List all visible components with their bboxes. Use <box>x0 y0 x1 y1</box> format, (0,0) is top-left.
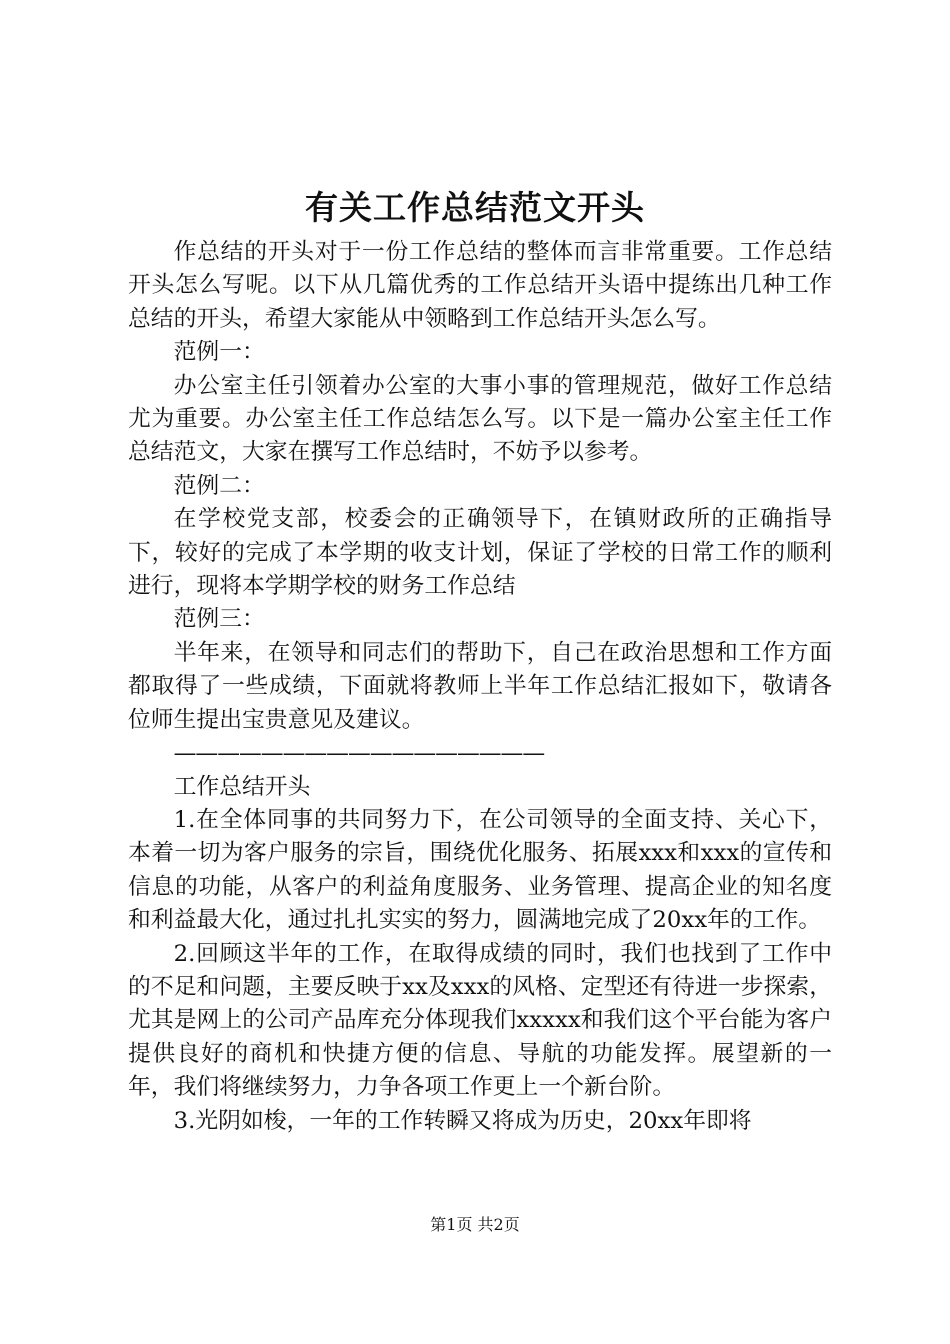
example-one-label: 范例一： <box>173 339 265 366</box>
document-title: 有关工作总结范文开头 <box>305 188 645 227</box>
list-item-3: 3.光阴如梭，一年的工作转瞬又将成为历史，20xx年即将 <box>173 1107 752 1134</box>
example-three-label: 范例三： <box>173 606 265 633</box>
document-body <box>128 236 832 1138</box>
example-three-paragraph: 半年来，在领导和同志们的帮助下，自己在政治思想和工作方面都取得了一些成绩，下面就将教师上半年工作总结汇报如下，敬请各位师生提出宝贵意见及建议。 <box>128 639 832 733</box>
example-two-label: 范例二： <box>173 472 265 499</box>
list-item-1: 1.在全体同事的共同努力下，在公司领导的全面支持、关心下，本着一切为客户服务的宗旨，围绕优化服务、拓展xxx和xxx的宣传和信息的功能，从客户的利益角度服务、业务管理、提高企业的知名度和利益最大化，通过扎扎实实的努力，圆满地完成了20xx年的工作。 <box>128 806 832 934</box>
intro-paragraph: 作总结的开头对于一份工作总结的整体而言非常重要。工作总结开头怎么写呢。以下从几篇优秀的工作总结开头语中提练出几种工作总结的开头，希望大家能从中领略到工作总结开头怎么写。 <box>128 239 832 332</box>
example-two-paragraph: 在学校党支部，校委会的正确领导下，在镇财政所的正确指导下，较好的完成了本学期的收支计划，保证了学校的日常工作的顺利进行，现将本学期学校的财务工作总结 <box>128 506 832 600</box>
section-divider: ————————————————— <box>173 740 545 767</box>
list-item-2: 2.回顾这半年的工作，在取得成绩的同时，我们也找到了工作中的不足和问题，主要反映于xx及xxx的风格、定型还有待进一步探索，尤其是网上的公司产品库充分体现我们xxxxx和我们这个平台能为客户提供良好的商机和快捷方便的信息、导航的功能发挥。展望新的一年，我们将继续努力，力争各项工作更上一个新台阶。 <box>128 940 832 1101</box>
section-heading: 工作总结开头 <box>173 773 311 800</box>
example-one-paragraph: 办公室主任引领着办公室的大事小事的管理规范，做好工作总结尤为重要。办公室主任工作总结怎么写。以下是一篇办公室主任工作总结范文，大家在撰写工作总结时，不妨予以参考。 <box>128 372 832 466</box>
page-footer: 第1页 共2页 <box>430 1215 520 1234</box>
